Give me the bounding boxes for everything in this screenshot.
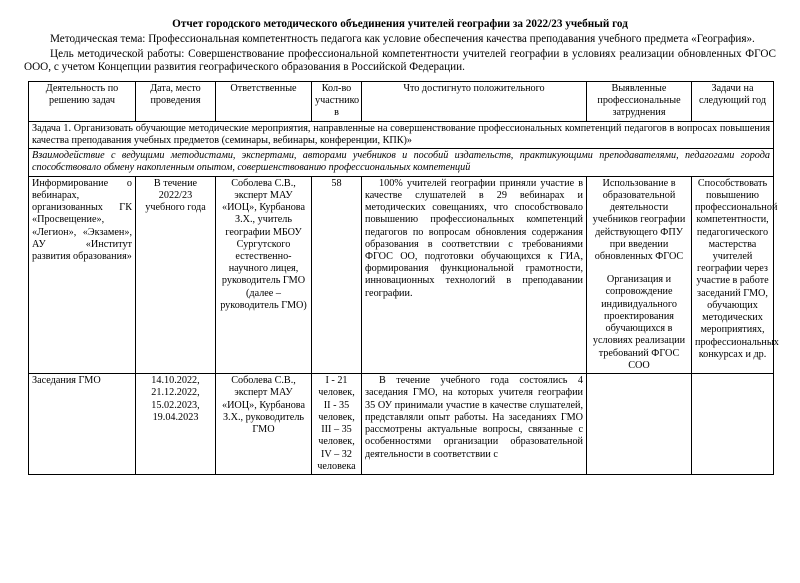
cell-date-place: 14.10.2022, 21.12.2022, 15.02.2023, 19.04.2023 bbox=[136, 374, 216, 475]
table-band-row-italic bbox=[29, 149, 774, 176]
report-table bbox=[28, 81, 779, 475]
table-row bbox=[29, 176, 774, 374]
table-header-responsible: Ответственные bbox=[216, 81, 312, 121]
paragraph-methodical-goal: Цель методической работы: Совершенствование профессиональной компетентности учителей географии в условиях реализации обновленных ФГОС ООО, с учетом Концепции развития географического образования в Российской Федерации. bbox=[24, 47, 776, 74]
table-header-date-place: Дата, место проведения bbox=[136, 81, 216, 121]
cell-achievements: В течение учебного года состоялись 4 заседания ГМО, на которых учителя географии 35 ОУ принимали участие в качестве слушателей, представляли опыт работы. На заседаниях ГМО рассмотрены актуальные вопросы, связанные с особенностями организации образовательной деятельности в соответствии с bbox=[362, 374, 587, 475]
cell-next-tasks bbox=[692, 374, 774, 475]
cell-activity: Информирование о вебинарах, организованных ГК «Просвещение», «Легион», «Экзамен», АУ «Институт развития образования» bbox=[29, 176, 136, 374]
document-page bbox=[0, 17, 800, 583]
table-header-difficulties: Выявленные профессиональные затруднения bbox=[587, 81, 692, 121]
band-italic-text: Взаимодействие с ведущими методистами, экспертами, авторами учебников и пособий издательств, практикующими преподавателями, педагогами города способствовало обмену накопленным опытом, совершенствованию профессиональных компетенций bbox=[29, 149, 774, 176]
cell-spacer bbox=[590, 263, 688, 274]
paragraph-methodical-theme: Методическая тема: Профессиональная компетентность педагога как условие обеспечения качества преподавания учебного предмета «География». bbox=[50, 33, 755, 45]
cell-responsible: Соболева С.В., эксперт МАУ «ИОЦ», Курбанова З.Х., учитель географии МБОУ Сургутского естественно-научного лицея, руководитель ГМО (далее – руководитель ГМО) bbox=[216, 176, 312, 374]
band-task-text: Задача 1. Организовать обучающие методические мероприятия, направленные на совершенствование профессиональных компетенций педагогов в вопросах повышения качества преподавания учебных предметов (семинары, вебинары, конференции, КПК)» bbox=[29, 121, 774, 148]
cell-next-tasks: Способствовать повышению профессиональной компетентности, педагогического мастерства учителей географии через участие в работе заседаний ГМО, обучающих методических мероприятиях, профессиональных конкурсах и др. bbox=[692, 176, 774, 374]
cell-participants: 58 bbox=[312, 176, 362, 374]
cell-responsible: Соболева С.В., эксперт МАУ «ИОЦ», Курбанова З.Х., руководитель ГМО bbox=[216, 374, 312, 475]
cell-date-place: В течение 2022/23 учебного года bbox=[136, 176, 216, 374]
table-header-next-tasks: Задачи на следующий год bbox=[692, 81, 774, 121]
table-header-activity: Деятельность по решению задач bbox=[29, 81, 136, 121]
table-header-participants: Кол-во участнико в bbox=[312, 81, 362, 121]
cell-difficulties bbox=[587, 374, 692, 475]
cell-participants: I - 21 человек, II - 35 человек, III – 35 человек, IV – 32 человека bbox=[312, 374, 362, 475]
page-title: Отчет городского методического объединения учителей географии за 2022/23 учебный год bbox=[172, 18, 628, 30]
table-header-row bbox=[29, 81, 774, 121]
cell-achievements: 100% учителей географии приняли участие в качестве слушателей в 29 вебинарах и методических совещаниях, что способствовало повышению профессиональных компетенций педагогов по вопросам обновления содержания образования в соответствии с требованиями ФГОС ОО, подготовки обучающихся к ГИА, формирования функциональной грамотности, инновационных технологий в преподавании географии. bbox=[362, 176, 587, 374]
cell-difficulties-part-2: Организация и сопровождение индивидуального проектирования обучающихся в условиях реализации требований ФГОС СОО bbox=[592, 274, 686, 371]
cell-activity: Заседания ГМО bbox=[29, 374, 136, 475]
cell-difficulties bbox=[587, 176, 692, 374]
table-header-achievements: Что достигнуто положительного bbox=[362, 81, 587, 121]
cell-difficulties-part-1: Использование в образовательной деятельности учебников географии действующего ФПУ при введении обновленных ФГОС bbox=[592, 177, 686, 263]
table-band-row-task bbox=[29, 121, 774, 148]
table-row bbox=[29, 374, 774, 475]
